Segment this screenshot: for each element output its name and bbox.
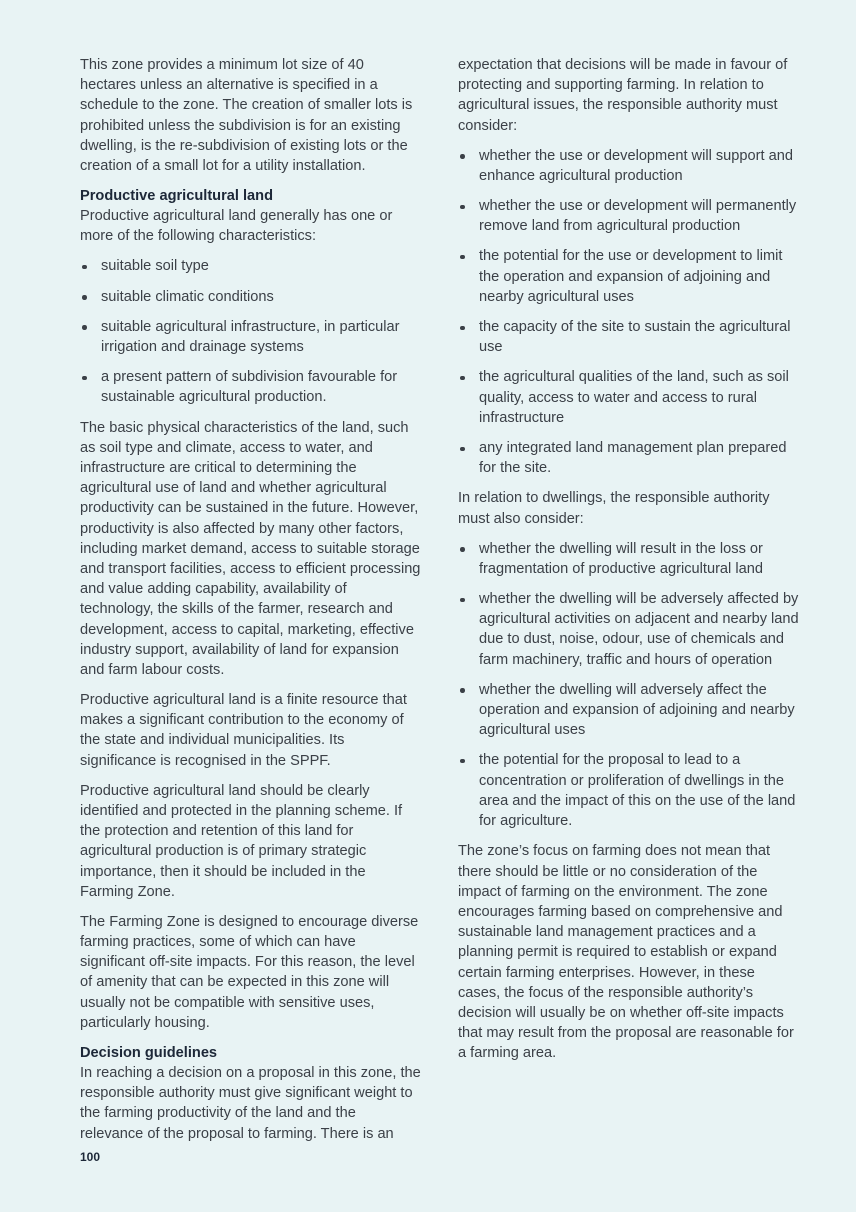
list-item: any integrated land management plan prepared for the site. bbox=[458, 438, 800, 478]
decision-guidelines-paragraph: In reaching a decision on a proposal in this zone, the responsible authority must give significant weight to the farming productivity of the land and the relevance of the proposal to farming. There is an bbox=[80, 1064, 421, 1142]
agricultural-considerations-list bbox=[458, 146, 800, 479]
list-item: whether the dwelling will be adversely affected by agricultural activities on adjacent and nearby land due to dust, noise, odour, use of chemicals and farm machinery, traffic and hours of operation bbox=[458, 589, 800, 670]
list-item: whether the dwelling will adversely affect the operation and expansion of adjoining and nearby agricultural uses bbox=[458, 680, 800, 741]
list-item: the potential for the use or development to limit the operation and expansion of adjoining and nearby agricultural uses bbox=[458, 246, 800, 307]
characteristics-list bbox=[80, 256, 422, 407]
intro-paragraph: This zone provides a minimum lot size of 40 hectares unless an alternative is specified in a schedule to the zone. The creation of smaller lots is prohibited unless the subdivision is for an existing dwelling, is the re-subdivision of existing lots or the creation of a small lot for a utility installation. bbox=[80, 57, 413, 175]
decision-guidelines-heading: Decision guidelines bbox=[80, 1044, 218, 1061]
page-number: 100 bbox=[80, 1150, 101, 1164]
list-item: a present pattern of subdivision favourable for sustainable agricultural production. bbox=[80, 367, 422, 407]
list-item: suitable soil type bbox=[80, 256, 422, 276]
dwellings-intro-paragraph: In relation to dwellings, the responsible authority must also consider: bbox=[458, 490, 770, 527]
continuation-paragraph: expectation that decisions will be made in favour of protecting and supporting farming. In relation to agricultural issues, the responsible authority must consider: bbox=[458, 57, 788, 134]
farming-zone-designed-paragraph: The Farming Zone is designed to encourage diverse farming practices, some of which can have significant off-site impacts. For this reason, the level of amenity that can be expected in this zone will usually not be compatible with sensitive uses, particularly housing. bbox=[80, 913, 419, 1031]
finite-resource-paragraph: Productive agricultural land is a finite resource that makes a significant contribution to the economy of the state and individual municipalities. Its significance is recognised in the SPPF. bbox=[80, 692, 407, 769]
list-item: whether the use or development will support and enhance agricultural production bbox=[458, 146, 800, 186]
left-column bbox=[80, 55, 422, 1154]
zone-focus-paragraph: The zone’s focus on farming does not mean that there should be little or no consideration of the impact of farming on the environment. The zone encourages farming based on comprehensive and sustainable land management practices and a planning permit is required to establish or expand certain farming enterprises. However, in these cases, the focus of the responsible authority’s decision will usually be on whether off-site impacts that may result from the proposal are reasonable for a farming area. bbox=[458, 843, 794, 1062]
basic-characteristics-paragraph: The basic physical characteristics of the land, such as soil type and climate, access to water, and infrastructure are critical to determining the agricultural use of land and whether agricultural productivity can be sustained in the future. However, productivity is also affected by many other factors, including market demand, access to suitable storage and transport facilities, access to efficient processing and value adding capability, availability of technology, the skills of the farmer, research and development, access to capital, marketing, effective industry support, availability of land for expansion and farm labour costs. bbox=[80, 419, 421, 679]
list-item: the potential for the proposal to lead to a concentration or proliferation of dwellings in the area and the impact of this on the use of the land for agriculture. bbox=[458, 750, 800, 831]
list-item: the agricultural qualities of the land, such as soil quality, access to water and access to rural infrastructure bbox=[458, 367, 800, 428]
list-item: whether the use or development will permanently remove land from agricultural production bbox=[458, 196, 800, 236]
productive-agricultural-land-heading: Productive agricultural land bbox=[80, 188, 274, 205]
list-item: suitable agricultural infrastructure, in particular irrigation and drainage systems bbox=[80, 317, 422, 357]
dwelling-considerations-list bbox=[458, 539, 800, 832]
list-item: the capacity of the site to sustain the agricultural use bbox=[458, 317, 800, 357]
list-item: whether the dwelling will result in the loss or fragmentation of productive agricultural land bbox=[458, 539, 800, 579]
right-column bbox=[458, 55, 800, 1073]
pal-intro-paragraph: Productive agricultural land generally has one or more of the following characteristics: bbox=[80, 208, 393, 245]
identified-protected-paragraph: Productive agricultural land should be clearly identified and protected in the planning scheme. If the protection and retention of this land for agricultural production is of primary strategic importance, then it should be included in the Farming Zone. bbox=[80, 782, 403, 900]
list-item: suitable climatic conditions bbox=[80, 287, 422, 307]
